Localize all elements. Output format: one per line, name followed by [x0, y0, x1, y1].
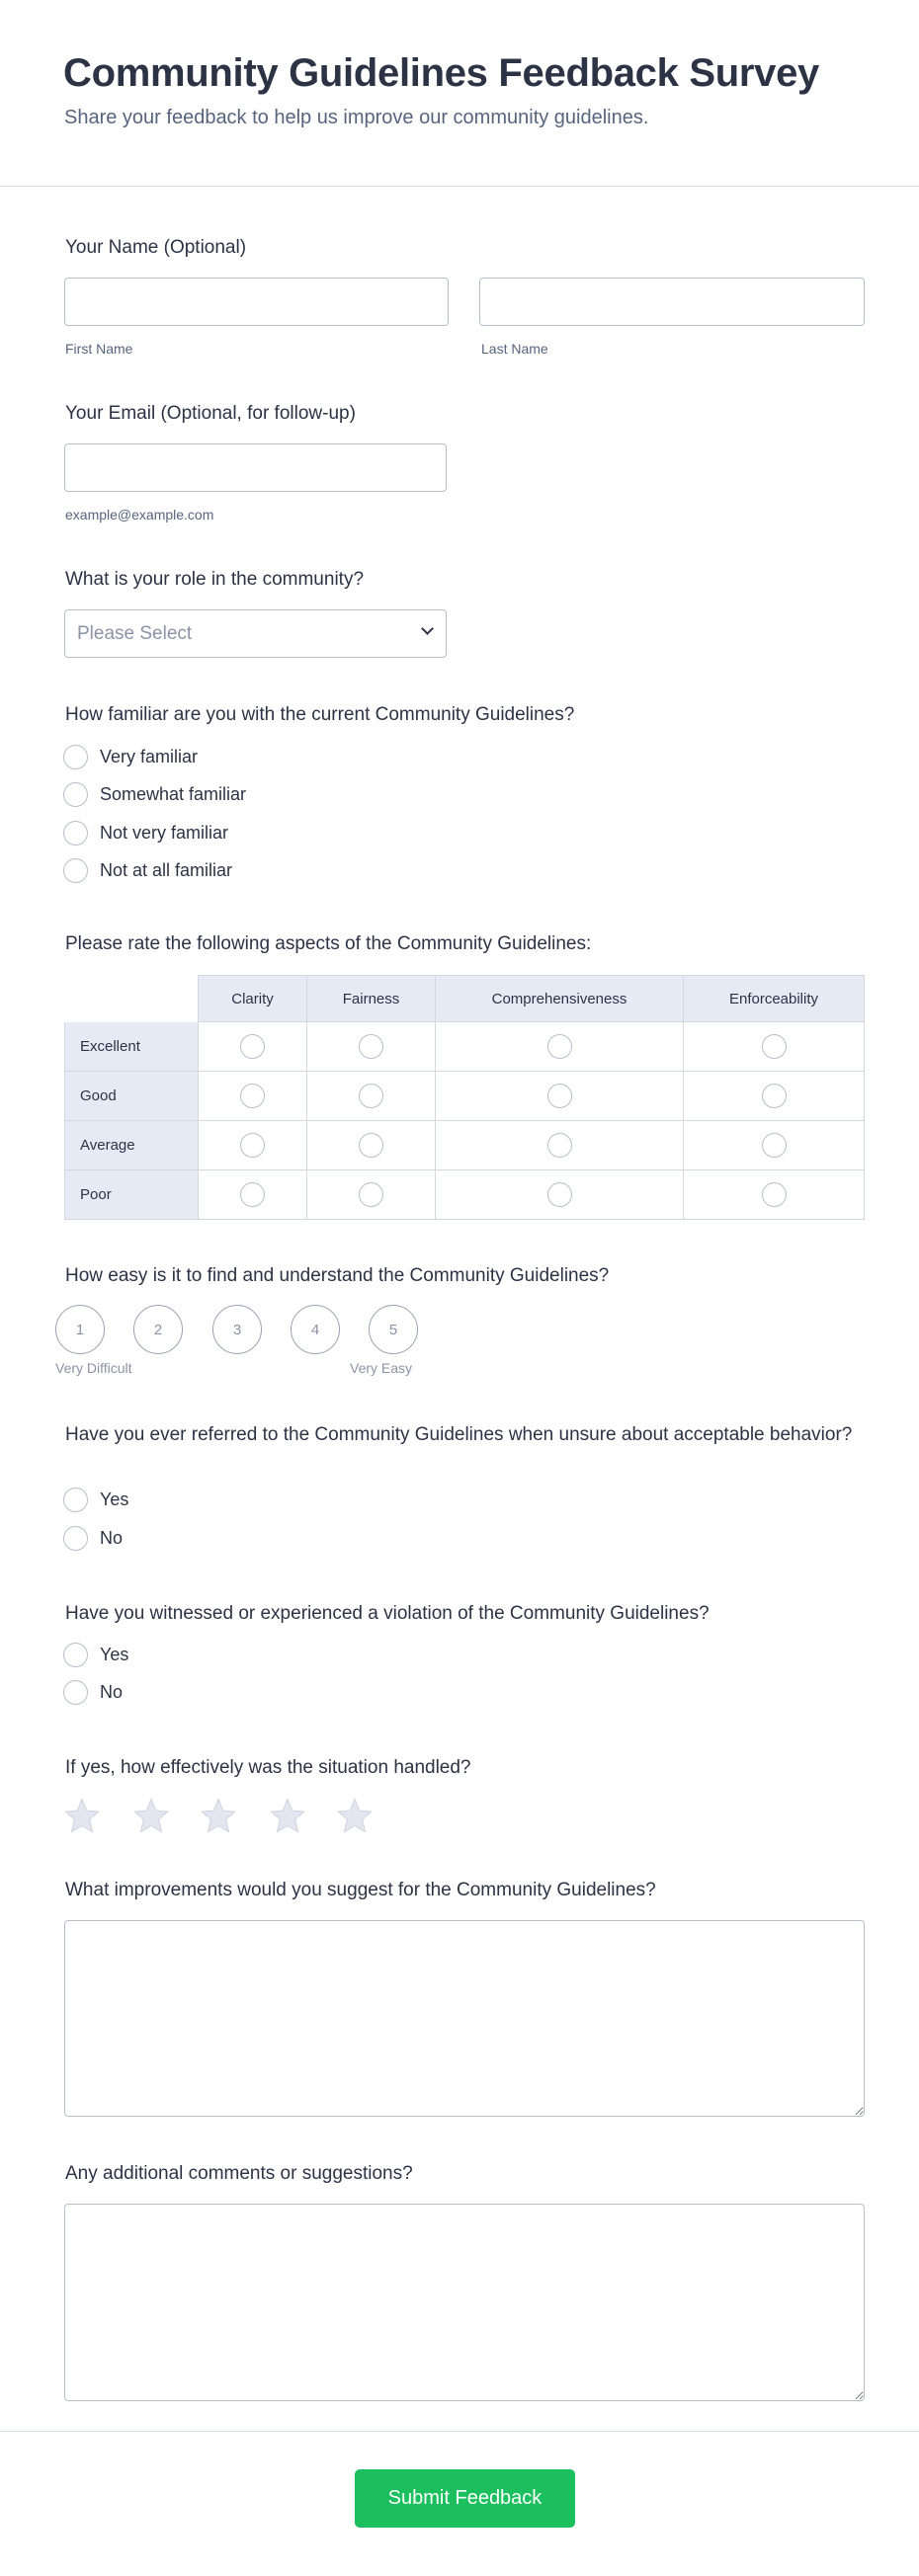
matrix-radio[interactable]	[547, 1034, 572, 1059]
matrix-col-header: Enforceability	[684, 975, 865, 1022]
familiar-option[interactable]: Not very familiar	[63, 821, 228, 845]
star-icon	[199, 1796, 238, 1835]
matrix-radio[interactable]	[240, 1133, 265, 1158]
witnessed-option-yes[interactable]: Yes	[63, 1643, 128, 1667]
referred-label: Have you ever referred to the Community Guidelines when unsure about acceptable behavior?	[65, 1424, 853, 1445]
star-rating-5[interactable]	[335, 1796, 375, 1835]
referred-option-yes[interactable]: Yes	[63, 1488, 128, 1512]
matrix-label: Please rate the following aspects of the Community Guidelines:	[65, 933, 592, 954]
matrix-radio[interactable]	[359, 1034, 383, 1059]
email-sublabel: example@example.com	[65, 507, 214, 523]
matrix-row-label: Excellent	[64, 1022, 199, 1072]
chevron-down-icon	[421, 622, 434, 635]
last-name-sublabel: Last Name	[481, 341, 548, 357]
matrix-radio[interactable]	[359, 1133, 383, 1158]
scale-option-2[interactable]: 2	[133, 1305, 183, 1354]
radio-icon[interactable]	[63, 858, 88, 883]
email-input[interactable]	[64, 443, 447, 492]
matrix-row-label: Good	[64, 1072, 199, 1121]
comments-textarea[interactable]	[64, 2204, 865, 2401]
radio-icon[interactable]	[63, 1643, 88, 1667]
star-icon	[62, 1796, 102, 1835]
matrix-col-header: Comprehensiveness	[436, 975, 684, 1022]
familiar-option[interactable]: Somewhat familiar	[63, 782, 246, 807]
page-subtitle: Share your feedback to help us improve our community guidelines.	[64, 107, 649, 128]
email-label: Your Email (Optional, for follow-up)	[65, 403, 356, 424]
star-icon	[335, 1796, 375, 1835]
scale-option-1[interactable]: 1	[55, 1305, 105, 1354]
matrix-row	[64, 1121, 865, 1170]
improvements-textarea[interactable]	[64, 1920, 865, 2117]
radio-icon[interactable]	[63, 1488, 88, 1512]
matrix-radio[interactable]	[762, 1084, 787, 1108]
radio-icon[interactable]	[63, 1526, 88, 1551]
star-rating-1[interactable]	[62, 1796, 102, 1835]
witnessed-label: Have you witnessed or experienced a violation of the Community Guidelines?	[65, 1603, 710, 1624]
scale-min-label: Very Difficult	[55, 1360, 132, 1376]
scale-option-3[interactable]: 3	[212, 1305, 262, 1354]
ease-label: How easy is it to find and understand the Community Guidelines?	[65, 1265, 610, 1286]
radio-icon[interactable]	[63, 745, 88, 769]
matrix-radio[interactable]	[240, 1182, 265, 1207]
matrix-row	[64, 1170, 865, 1220]
matrix-row-label: Poor	[64, 1170, 199, 1220]
radio-icon[interactable]	[63, 782, 88, 807]
matrix-radio[interactable]	[547, 1084, 572, 1108]
first-name-sublabel: First Name	[65, 341, 133, 357]
matrix-radio[interactable]	[359, 1182, 383, 1207]
referred-option-no[interactable]: No	[63, 1526, 123, 1551]
familiar-label: How familiar are you with the current Community Guidelines?	[65, 704, 575, 725]
submit-button[interactable]: Submit Feedback	[355, 2469, 575, 2528]
comments-label: Any additional comments or suggestions?	[65, 2163, 413, 2184]
matrix-radio[interactable]	[547, 1182, 572, 1207]
matrix-row	[64, 1072, 865, 1121]
role-select[interactable]	[64, 609, 447, 658]
matrix-radio[interactable]	[359, 1084, 383, 1108]
matrix-radio[interactable]	[762, 1182, 787, 1207]
radio-icon[interactable]	[63, 821, 88, 845]
handled-label: If yes, how effectively was the situation handled?	[65, 1757, 471, 1778]
matrix-row	[64, 1022, 865, 1072]
star-rating-4[interactable]	[268, 1796, 307, 1835]
radio-icon[interactable]	[63, 1680, 88, 1705]
matrix-row-label: Average	[64, 1121, 199, 1170]
rating-matrix	[64, 975, 865, 1220]
role-label: What is your role in the community?	[65, 569, 365, 590]
page-title: Community Guidelines Feedback Survey	[63, 51, 819, 95]
scale-option-5[interactable]: 5	[369, 1305, 418, 1354]
matrix-radio[interactable]	[240, 1034, 265, 1059]
scale-option-4[interactable]: 4	[291, 1305, 340, 1354]
familiar-option[interactable]: Not at all familiar	[63, 858, 232, 883]
last-name-input[interactable]	[479, 278, 865, 326]
name-label: Your Name (Optional)	[65, 237, 247, 258]
star-rating-3[interactable]	[199, 1796, 238, 1835]
first-name-input[interactable]	[64, 278, 449, 326]
matrix-radio[interactable]	[547, 1133, 572, 1158]
matrix-radio[interactable]	[762, 1133, 787, 1158]
footer-divider	[0, 2431, 919, 2432]
star-rating-2[interactable]	[131, 1796, 171, 1835]
header-divider	[0, 186, 919, 187]
scale-max-label: Very Easy	[350, 1360, 413, 1376]
matrix-radio[interactable]	[240, 1084, 265, 1108]
matrix-col-header: Clarity	[199, 975, 307, 1022]
familiar-option[interactable]: Very familiar	[63, 745, 198, 769]
matrix-radio[interactable]	[762, 1034, 787, 1059]
matrix-col-header: Fairness	[307, 975, 436, 1022]
witnessed-option-no[interactable]: No	[63, 1680, 123, 1705]
star-icon	[131, 1796, 171, 1835]
role-select-value: Please Select	[77, 623, 193, 644]
improvements-label: What improvements would you suggest for the Community Guidelines?	[65, 1880, 656, 1900]
star-icon	[268, 1796, 307, 1835]
